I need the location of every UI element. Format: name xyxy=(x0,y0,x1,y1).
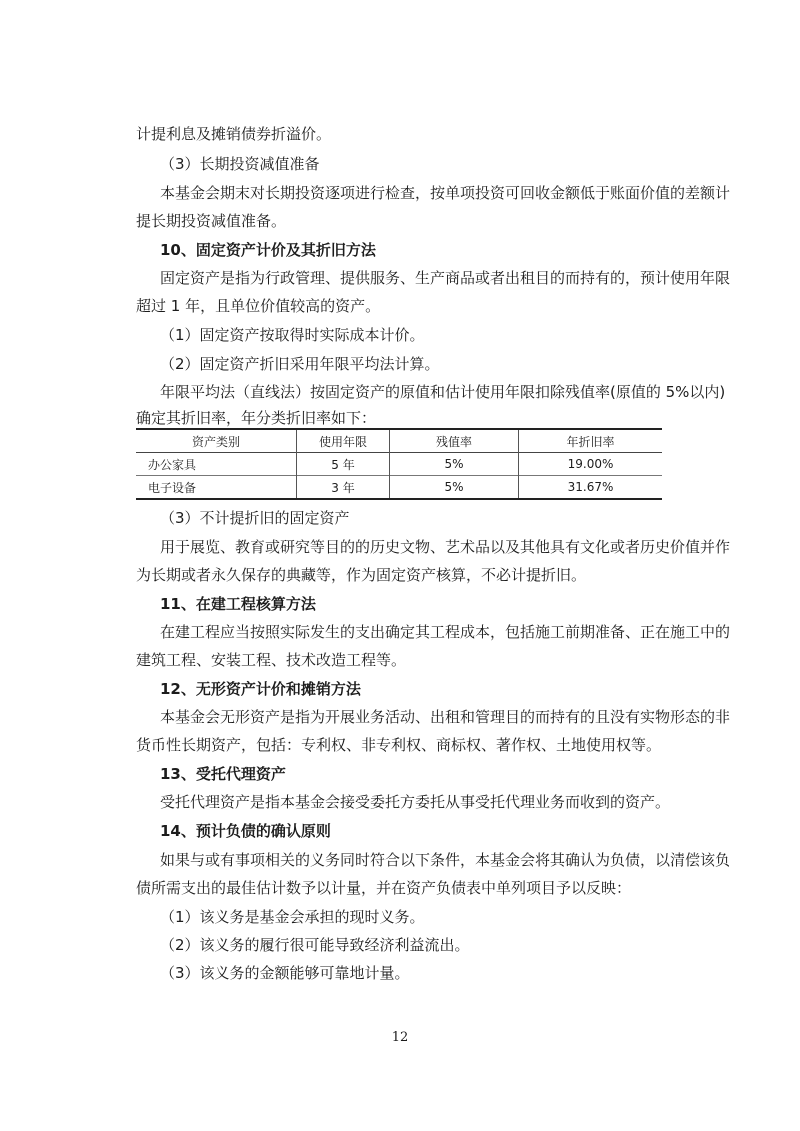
table-header-cell: 资产类别 xyxy=(191,434,240,449)
list-item: （3）该义务的金额能够可靠地计量。 xyxy=(160,964,410,982)
depreciation-rate-table xyxy=(136,428,662,500)
paragraph-provision-line2: 债所需支出的最佳估计数予以计量，并在资产负债表中单列项目予以反映： xyxy=(136,879,632,897)
paragraph-intangible-line1: 本基金会无形资产是指为开展业务活动、出租和管理目的而持有的且没有实物形态的非 xyxy=(160,708,731,726)
paragraph-impairment-line1: 本基金会期末对长期投资逐项进行检查，按单项投资可回收金额低于账面价值的差额计 xyxy=(160,184,731,202)
list-item: （1）该义务是基金会承担的现时义务。 xyxy=(160,908,425,926)
section-heading-12: 12、无形资产计价和摊销方法 xyxy=(160,680,361,698)
paragraph-provision-line1: 如果与或有事项相关的义务同时符合以下条件，本基金会将其确认为负债，以清偿该负 xyxy=(160,851,731,869)
table-cell: 3 年 xyxy=(297,476,390,500)
table-cell: 5% xyxy=(390,453,519,476)
paragraph-construction-line1: 在建工程应当按照实际发生的支出确定其工程成本，包括施工前期准备、正在施工中的 xyxy=(160,623,731,641)
table-header-cell: 使用年限 xyxy=(297,429,390,453)
paragraph-heritage-line2: 为长期或者永久保存的典藏等，作为固定资产核算，不必计提折旧。 xyxy=(136,566,587,584)
section-heading-13: 13、受托代理资产 xyxy=(160,765,286,783)
section-heading-10: 10、固定资产计价及其折旧方法 xyxy=(160,241,376,259)
table-cell: 5 年 xyxy=(297,453,390,476)
table-cell: 办公家具 xyxy=(148,457,197,472)
subheading-non-depreciated-assets: （3）不计提折旧的固定资产 xyxy=(160,509,350,527)
table-cell: 电子设备 xyxy=(148,480,197,495)
paragraph-fixed-asset-def-line2: 超过 1 年，且单位价值较高的资产。 xyxy=(136,297,381,315)
table-header-cell: 年折旧率 xyxy=(519,429,663,453)
table-cell: 5% xyxy=(390,476,519,500)
paragraph-impairment-line2: 提长期投资减值准备。 xyxy=(136,212,287,230)
paragraph-interest-amortization: 计提利息及摊销债券折溢价。 xyxy=(136,125,332,143)
paragraph-depreciation-method: （2）固定资产折旧采用年限平均法计算。 xyxy=(160,355,440,373)
paragraph-cost-basis: （1）固定资产按取得时实际成本计价。 xyxy=(160,326,425,344)
paragraph-entrusted-assets: 受托代理资产是指本基金会接受委托方委托从事受托代理业务而收到的资产。 xyxy=(160,793,671,811)
table-cell: 19.00% xyxy=(519,453,663,476)
paragraph-straight-line-line2: 确定其折旧率，年分类折旧率如下： xyxy=(136,409,377,427)
table-cell: 31.67% xyxy=(519,476,663,500)
table-header-cell: 残值率 xyxy=(390,429,519,453)
paragraph-intangible-line2: 货币性长期资产，包括：专利权、非专利权、商标权、著作权、土地使用权等。 xyxy=(136,736,662,754)
table-row xyxy=(136,476,662,500)
section-heading-14: 14、预计负债的确认原则 xyxy=(160,822,331,840)
section-heading-11: 11、在建工程核算方法 xyxy=(160,595,316,613)
paragraph-construction-line2: 建筑工程、安装工程、技术改造工程等。 xyxy=(136,651,407,669)
paragraph-heritage-line1: 用于展览、教育或研究等目的的历史文物、艺术品以及其他具有文化或者历史价值并作 xyxy=(160,538,731,556)
paragraph-straight-line-line1: 年限平均法（直线法）按固定资产的原值和估计使用年限扣除残值率(原值的 5%以内) xyxy=(160,383,726,401)
table-row xyxy=(136,453,662,476)
subheading-long-term-impairment: （3）长期投资减值准备 xyxy=(160,155,320,173)
table-header-row xyxy=(136,429,662,453)
paragraph-fixed-asset-def-line1: 固定资产是指为行政管理、提供服务、生产商品或者出租目的而持有的，预计使用年限 xyxy=(160,269,731,287)
page-number: 12 xyxy=(391,1030,409,1045)
list-item: （2）该义务的履行很可能导致经济利益流出。 xyxy=(160,936,470,954)
